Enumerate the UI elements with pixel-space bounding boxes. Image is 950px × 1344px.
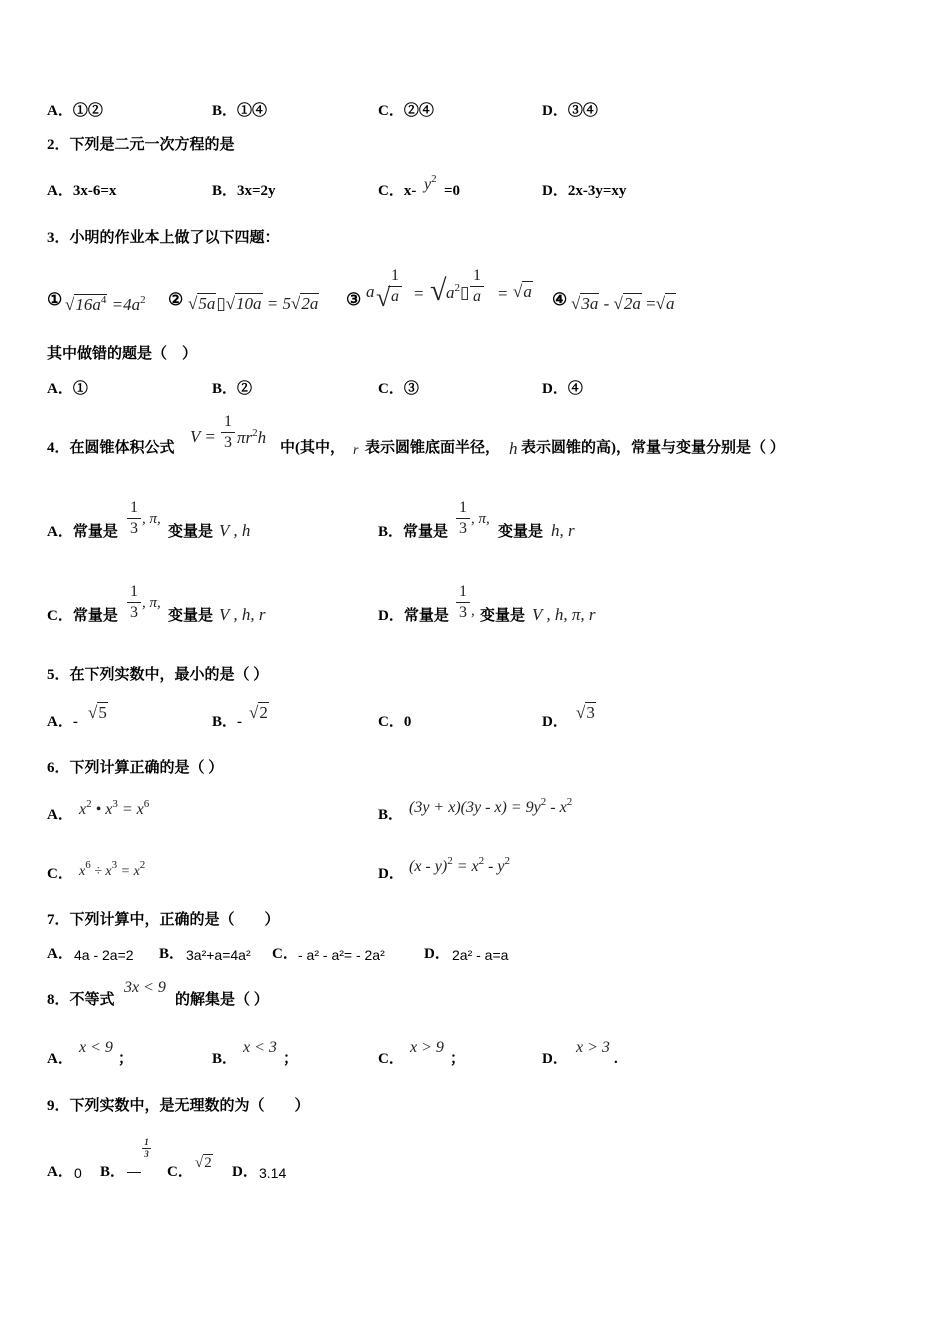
q4-option-a-frac: 1 3 [127, 500, 141, 537]
q2-option-c-suffix: =0 [444, 183, 461, 199]
q8-option-b-math: x < 3 [243, 1039, 277, 1056]
q6-option-c-label: C． [47, 866, 73, 882]
q3-mark-4: ④ [552, 290, 568, 309]
q4-option-b-frac: 1 3 [456, 500, 470, 537]
q9-stem: 9．下列实数中，是无理数的为（ ） [47, 1098, 310, 1114]
q2-option-a: A．3x-6=x [47, 183, 117, 199]
q4-option-b-label: B．常量是 [378, 524, 449, 540]
q4-stem-c: 表示圆锥底面半径， [365, 440, 501, 456]
q4-option-d-label: D．常量是 [378, 608, 449, 624]
q3-mark-2: ② [168, 290, 184, 309]
q9-option-b-exponent: 1 3 [142, 1138, 151, 1159]
q9-option-c-label: C． [167, 1164, 193, 1180]
q4-option-b-vals: h, r [551, 521, 575, 540]
q3-stem: 3．小明的作业本上做了以下四题： [47, 230, 280, 246]
q4-option-d-var: 变量是 [480, 608, 526, 624]
q6-option-a-label: A． [47, 807, 73, 823]
q3-option-c: C．③ [378, 381, 419, 397]
q5-option-a: A．- [47, 714, 78, 730]
q4-option-d-frac: 1 3 [456, 584, 470, 621]
q4-option-a-label: A．常量是 [47, 524, 118, 540]
q5-option-a-root: √5 [88, 703, 107, 722]
q1-option-d: D．③④ [542, 103, 598, 119]
q4-formula-rest: $\pi r^2h$ [237, 427, 267, 447]
q9-option-a-label: A． [47, 1164, 73, 1180]
q6-option-d-label: D． [378, 866, 404, 882]
q7-option-c-value: - a² - a²= - 2a² [298, 947, 385, 963]
q3-tail: 其中做错的题是（ ） [47, 346, 198, 362]
q8-inequality: 3x < 9 [124, 979, 166, 996]
q6-option-c-math: $x^6 \div x^3 = x^2$ [79, 859, 146, 879]
q3-option-a: A．① [47, 381, 88, 397]
q4-option-b-var: 变量是 [498, 524, 544, 540]
q8-option-c-label: C． [378, 1051, 404, 1067]
q9-option-a-value: 0 [74, 1165, 82, 1181]
q5-option-d: D． [542, 714, 568, 730]
q4-formula-v: V = [190, 427, 216, 446]
q7-option-a-value: 4a - 2a=2 [74, 947, 134, 963]
q7-option-d-value: 2a² - a=a [452, 947, 509, 963]
q4-option-a-pi: , π, [142, 511, 161, 527]
q1-option-a: A．①② [47, 103, 103, 119]
q4-option-d-vals: V , h, π, r [532, 605, 596, 624]
q9-option-c-root: √2 [195, 1155, 212, 1171]
q5-stem: 5．在下列实数中，最小的是（ ） [47, 667, 269, 683]
q9-option-d-value: 3.14 [259, 1165, 287, 1181]
q4-option-c-var: 变量是 [168, 608, 214, 624]
q7-option-a-label: A． [47, 946, 73, 962]
q3-mark-1: ① [47, 290, 63, 309]
q3-expr-3-root2: √ [430, 274, 447, 307]
q3-expr-3-a2: $a^2▯$ [446, 282, 470, 302]
q2-option-c-math: $y^2$ [424, 173, 437, 193]
q4-option-c-vals: V , h, r [219, 605, 266, 624]
q4-option-c-label: C．常量是 [47, 608, 118, 624]
q3-expr-3-root: √ [376, 283, 391, 312]
q5-option-b-root: √2 [249, 703, 268, 722]
q8-option-d-math: x > 3 [576, 1039, 610, 1056]
q8-option-d-label: D． [542, 1051, 568, 1067]
q6-option-a-math: $x^2$ • $x^3 = x^6$ [79, 798, 150, 818]
q4-option-a-vals: V , h [219, 521, 251, 540]
q8-stem-b: 的解集是（ ） [175, 992, 269, 1008]
q3-option-d: D．④ [542, 381, 583, 397]
q3-expr-3-frac1: 1 a [388, 268, 402, 305]
q2-option-b: B．3x=2y [212, 183, 276, 199]
q3-expr-3-result: √a [513, 282, 532, 301]
q3-expr-3-frac2: 1 a [470, 268, 484, 305]
q4-var-h: h [509, 439, 518, 458]
q4-formula-frac: 1 3 [221, 414, 235, 451]
q3-option-b: B．② [212, 381, 253, 397]
q4-option-c-pi: , π, [142, 595, 161, 611]
q4-option-a-var: 变量是 [168, 524, 214, 540]
q5-option-d-root: √3 [576, 703, 595, 722]
q7-option-b-value: 3a²+a=4a² [186, 947, 251, 963]
q6-option-b-label: B． [378, 807, 404, 823]
q6-option-d-math: $(x - y)^2 = x^2 - y^2$ [409, 855, 511, 875]
q9-option-b-label: B． [100, 1164, 126, 1180]
q7-option-c-label: C． [272, 946, 298, 962]
q5-option-b: B．- [212, 714, 243, 730]
q8-option-d-punct: . [614, 1051, 618, 1067]
q1-option-c: C．②④ [378, 103, 434, 119]
q8-option-b-label: B． [212, 1051, 238, 1067]
q4-option-d-pi: , [471, 603, 475, 619]
q8-option-a-math: x < 9 [79, 1039, 113, 1056]
q9-option-b-value: — [127, 1163, 141, 1179]
q3-expr-3-eq: = [414, 284, 424, 303]
q3-expr-2: √5a▯√10a = 5√2a [188, 294, 319, 313]
q6-stem: 6．下列计算正确的是（ ） [47, 760, 224, 776]
q8-option-c-punct: ； [450, 1051, 466, 1067]
q9-option-d-label: D． [232, 1164, 258, 1180]
q8-option-a-label: A． [47, 1051, 73, 1067]
q3-expr-1: $√16a^4 =4a^2$ [65, 294, 146, 314]
q5-option-c: C．0 [378, 714, 412, 730]
q8-option-c-math: x > 9 [410, 1039, 444, 1056]
q2-option-d: D．2x-3y=xy [542, 183, 627, 199]
q3-expr-3-a: a [366, 282, 375, 301]
q2-option-c-prefix: C．x- [378, 183, 417, 199]
q3-expr-3-eq2: = [498, 284, 508, 303]
q4-option-b-pi: , π, [471, 511, 490, 527]
q8-option-a-punct: ； [118, 1051, 134, 1067]
q4-option-c-frac: 1 3 [127, 584, 141, 621]
q4-var-r: r [353, 443, 359, 458]
q3-expr-4: √3a - √2a =√a [571, 294, 675, 313]
q4-stem-d: 表示圆锥的高)，常量与变量分别是（ ） [521, 440, 785, 456]
q1-option-b: B．①④ [212, 103, 268, 119]
q8-option-b-punct: ； [283, 1051, 299, 1067]
q7-stem: 7．下列计算中，正确的是（ ） [47, 912, 280, 928]
q4-stem-b: 中(其中， [280, 440, 345, 456]
q4-stem-a: 4．在圆锥体积公式 [47, 440, 175, 456]
q2-stem: 2．下列是二元一次方程的是 [47, 137, 235, 153]
q8-stem-a: 8．不等式 [47, 992, 115, 1008]
q3-mark-3: ③ [346, 290, 362, 309]
q6-option-b-math: $(3y + x)(3y - x) = 9y^2 - x^2$ [409, 796, 573, 816]
q7-option-d-label: D． [424, 946, 450, 962]
q7-option-b-label: B． [159, 946, 185, 962]
